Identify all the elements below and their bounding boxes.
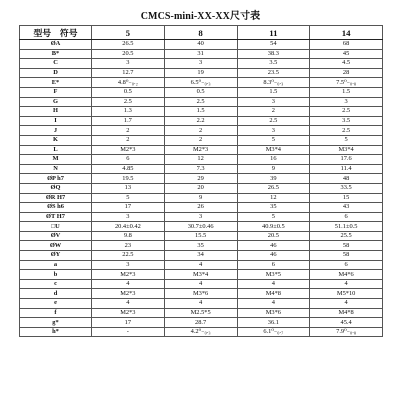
row-value: 3 xyxy=(237,126,310,136)
table-row xyxy=(20,49,383,59)
row-value: 20.5 xyxy=(237,231,310,241)
row-value: 17 xyxy=(92,203,165,213)
row-value: 4 xyxy=(92,279,165,289)
row-value: 58 xyxy=(310,251,383,261)
row-value: M3*6 xyxy=(237,308,310,318)
row-value: 26 xyxy=(164,203,237,213)
table-row xyxy=(20,107,383,117)
row-value: 13 xyxy=(92,183,165,193)
row-symbol: ØA xyxy=(20,40,92,50)
row-value: M2.5*5 xyxy=(164,308,237,318)
row-value: 3 xyxy=(164,59,237,69)
row-value: - xyxy=(92,327,165,337)
row-value: 39 xyxy=(237,174,310,184)
row-value: 35 xyxy=(164,241,237,251)
row-value: 40 xyxy=(164,40,237,50)
table-row xyxy=(20,78,383,88)
row-value: 28 xyxy=(310,68,383,78)
row-value: 5 xyxy=(237,135,310,145)
table-row xyxy=(20,231,383,241)
table-row xyxy=(20,174,383,184)
row-value: 46 xyxy=(237,241,310,251)
row-value: M3*4 xyxy=(237,145,310,155)
row-symbol: L xyxy=(20,145,92,155)
row-value: 45.4 xyxy=(310,318,383,328)
row-value: M2*3 xyxy=(164,145,237,155)
table-row xyxy=(20,183,383,193)
header-row xyxy=(20,26,383,40)
row-value: 15.5 xyxy=(164,231,237,241)
row-value: 23.5 xyxy=(237,68,310,78)
row-value: 34 xyxy=(164,251,237,261)
row-symbol: d xyxy=(20,289,92,299)
row-symbol: ØV xyxy=(20,231,92,241)
row-value: 48 xyxy=(310,174,383,184)
row-value: 9 xyxy=(237,164,310,174)
table-row xyxy=(20,270,383,280)
row-value: 2.5 xyxy=(164,97,237,107)
row-value: 16 xyxy=(237,155,310,165)
row-value: 5 xyxy=(92,193,165,203)
row-value: 12 xyxy=(164,155,237,165)
row-value: 1.5 xyxy=(237,87,310,97)
row-symbol: e xyxy=(20,299,92,309)
header-model-14: 14 xyxy=(310,26,383,40)
row-value: 3 xyxy=(310,97,383,107)
row-value: 4 xyxy=(237,299,310,309)
row-value: 2.5 xyxy=(310,126,383,136)
row-value: 58 xyxy=(310,241,383,251)
row-value: 20.5 xyxy=(92,49,165,59)
row-symbol: G xyxy=(20,97,92,107)
row-value: 30.7±0.46 xyxy=(164,222,237,232)
row-symbol: B* xyxy=(20,49,92,59)
table-row xyxy=(20,212,383,222)
row-value: 2 xyxy=(164,135,237,145)
table-row xyxy=(20,289,383,299)
row-value: 68 xyxy=(310,40,383,50)
row-value: 1.5 xyxy=(164,107,237,117)
row-value: 40.9±0.5 xyxy=(237,222,310,232)
table-row xyxy=(20,327,383,337)
row-value: 4 xyxy=(164,299,237,309)
row-value: 3 xyxy=(237,97,310,107)
row-value: 6 xyxy=(310,260,383,270)
row-value: M3*4 xyxy=(164,270,237,280)
row-value: 4 xyxy=(310,299,383,309)
row-value: 7.5⁰₋₀.₈ xyxy=(310,78,383,88)
table-row xyxy=(20,260,383,270)
row-value: 26.5 xyxy=(237,183,310,193)
row-symbol: ØW xyxy=(20,241,92,251)
row-value: 2 xyxy=(164,126,237,136)
row-value: M3*5 xyxy=(237,270,310,280)
row-value: 4 xyxy=(164,279,237,289)
row-symbol: J xyxy=(20,126,92,136)
row-value: 29 xyxy=(164,174,237,184)
row-value: 4 xyxy=(164,260,237,270)
row-value: 28.7 xyxy=(164,318,237,328)
table-row xyxy=(20,87,383,97)
row-value: 4.2⁰₋₀.₃ xyxy=(164,327,237,337)
row-value: 19.5 xyxy=(92,174,165,184)
row-value: 3.5 xyxy=(237,59,310,69)
row-value: 38.3 xyxy=(237,49,310,59)
row-value: 45 xyxy=(310,49,383,59)
row-value: M2*3 xyxy=(92,270,165,280)
row-value: 25.5 xyxy=(310,231,383,241)
table-row xyxy=(20,251,383,261)
row-symbol: □U xyxy=(20,222,92,232)
row-value: 8.3⁰₋₀.₃ xyxy=(237,78,310,88)
table-title: CMCS-mini-XX-XX尺寸表 xyxy=(140,11,261,22)
row-value: 1.3 xyxy=(92,107,165,117)
row-value: 22.5 xyxy=(92,251,165,261)
row-value: 54 xyxy=(237,40,310,50)
row-value: 20.4±0.42 xyxy=(92,222,165,232)
row-value: 3 xyxy=(92,260,165,270)
header-model-8: 8 xyxy=(164,26,237,40)
row-value: 5 xyxy=(310,135,383,145)
row-value: 31 xyxy=(164,49,237,59)
table-body xyxy=(20,40,383,337)
row-symbol: N xyxy=(20,164,92,174)
table-row xyxy=(20,116,383,126)
row-value: 4 xyxy=(237,279,310,289)
row-value: 3.5 xyxy=(310,116,383,126)
row-value: 4.85 xyxy=(92,164,165,174)
row-symbol: H xyxy=(20,107,92,117)
row-value: 11.4 xyxy=(310,164,383,174)
table-row xyxy=(20,155,383,165)
row-symbol: I xyxy=(20,116,92,126)
row-value: 43 xyxy=(310,203,383,213)
row-symbol: ØR H7 xyxy=(20,193,92,203)
row-value: 1.7 xyxy=(92,116,165,126)
row-value: M3*4 xyxy=(310,145,383,155)
row-value: M4*8 xyxy=(310,308,383,318)
row-symbol: ØQ xyxy=(20,183,92,193)
row-symbol: f xyxy=(20,308,92,318)
row-symbol: b xyxy=(20,270,92,280)
row-value: 5 xyxy=(237,212,310,222)
row-value: 2.5 xyxy=(310,107,383,117)
row-value: 4 xyxy=(310,279,383,289)
row-value: 51.1±0.5 xyxy=(310,222,383,232)
table-row xyxy=(20,97,383,107)
table-row xyxy=(20,203,383,213)
table-row xyxy=(20,279,383,289)
row-value: 36.1 xyxy=(237,318,310,328)
table-row xyxy=(20,193,383,203)
table-row xyxy=(20,318,383,328)
row-value: 3 xyxy=(164,212,237,222)
row-symbol: ØT H7 xyxy=(20,212,92,222)
dimension-sheet xyxy=(19,9,382,337)
row-value: 2 xyxy=(237,107,310,117)
row-value: 2 xyxy=(92,126,165,136)
row-value: 6 xyxy=(92,155,165,165)
row-symbol: c xyxy=(20,279,92,289)
row-value: 2.2 xyxy=(164,116,237,126)
row-value: 23 xyxy=(92,241,165,251)
row-value: 7.3 xyxy=(164,164,237,174)
row-symbol: C xyxy=(20,59,92,69)
row-value: 12.7 xyxy=(92,68,165,78)
row-symbol: F xyxy=(20,87,92,97)
row-value: M2*3 xyxy=(92,289,165,299)
row-value: 12 xyxy=(237,193,310,203)
row-symbol: K xyxy=(20,135,92,145)
row-value: 35 xyxy=(237,203,310,213)
row-symbol: ØY xyxy=(20,251,92,261)
row-symbol: ØP h7 xyxy=(20,174,92,184)
row-symbol: M xyxy=(20,155,92,165)
row-value: M4*6 xyxy=(310,270,383,280)
row-value: 4.5 xyxy=(310,59,383,69)
row-value: 46 xyxy=(237,251,310,261)
row-value: 6.1⁰₋₀.₇ xyxy=(237,327,310,337)
table-row xyxy=(20,59,383,69)
row-value: 6.5⁰₋₀.₃ xyxy=(164,78,237,88)
row-value: 2.5 xyxy=(237,116,310,126)
table-row xyxy=(20,126,383,136)
table-row xyxy=(20,40,383,50)
row-value: 15 xyxy=(310,193,383,203)
row-value: M5*10 xyxy=(310,289,383,299)
row-value: 7.9⁰₋₀.₈ xyxy=(310,327,383,337)
table-row xyxy=(20,68,383,78)
header-model-11: 11 xyxy=(237,26,310,40)
row-value: 19 xyxy=(164,68,237,78)
table-row xyxy=(20,145,383,155)
row-symbol: g* xyxy=(20,318,92,328)
row-value: M3*6 xyxy=(164,289,237,299)
row-symbol: ØS h6 xyxy=(20,203,92,213)
row-value: 4.8⁰₋₀.₂ xyxy=(92,78,165,88)
row-value: M2*3 xyxy=(92,145,165,155)
header-model-5: 5 xyxy=(92,26,165,40)
row-value: 9.8 xyxy=(92,231,165,241)
row-value: 1.5 xyxy=(310,87,383,97)
row-value: 0.5 xyxy=(92,87,165,97)
row-value: 6 xyxy=(237,260,310,270)
row-symbol: D xyxy=(20,68,92,78)
row-value: 20 xyxy=(164,183,237,193)
table-row xyxy=(20,135,383,145)
row-symbol: a xyxy=(20,260,92,270)
row-symbol: h* xyxy=(20,327,92,337)
row-symbol: E* xyxy=(20,78,92,88)
table-row xyxy=(20,308,383,318)
row-value: 26.5 xyxy=(92,40,165,50)
table-row xyxy=(20,299,383,309)
row-value: M2*3 xyxy=(92,308,165,318)
row-value: 3 xyxy=(92,59,165,69)
row-value: 17 xyxy=(92,318,165,328)
row-value: 2 xyxy=(92,135,165,145)
row-value: M4*8 xyxy=(237,289,310,299)
row-value: 6 xyxy=(310,212,383,222)
row-value: 3 xyxy=(92,212,165,222)
row-value: 33.5 xyxy=(310,183,383,193)
row-value: 0.5 xyxy=(164,87,237,97)
row-value: 9 xyxy=(164,193,237,203)
table-row xyxy=(20,222,383,232)
row-value: 2.5 xyxy=(92,97,165,107)
dimension-table xyxy=(19,25,383,337)
header-corner: 型号 符号 xyxy=(20,26,92,40)
table-row xyxy=(20,164,383,174)
row-value: 4 xyxy=(92,299,165,309)
row-value: 17.6 xyxy=(310,155,383,165)
table-row xyxy=(20,241,383,251)
